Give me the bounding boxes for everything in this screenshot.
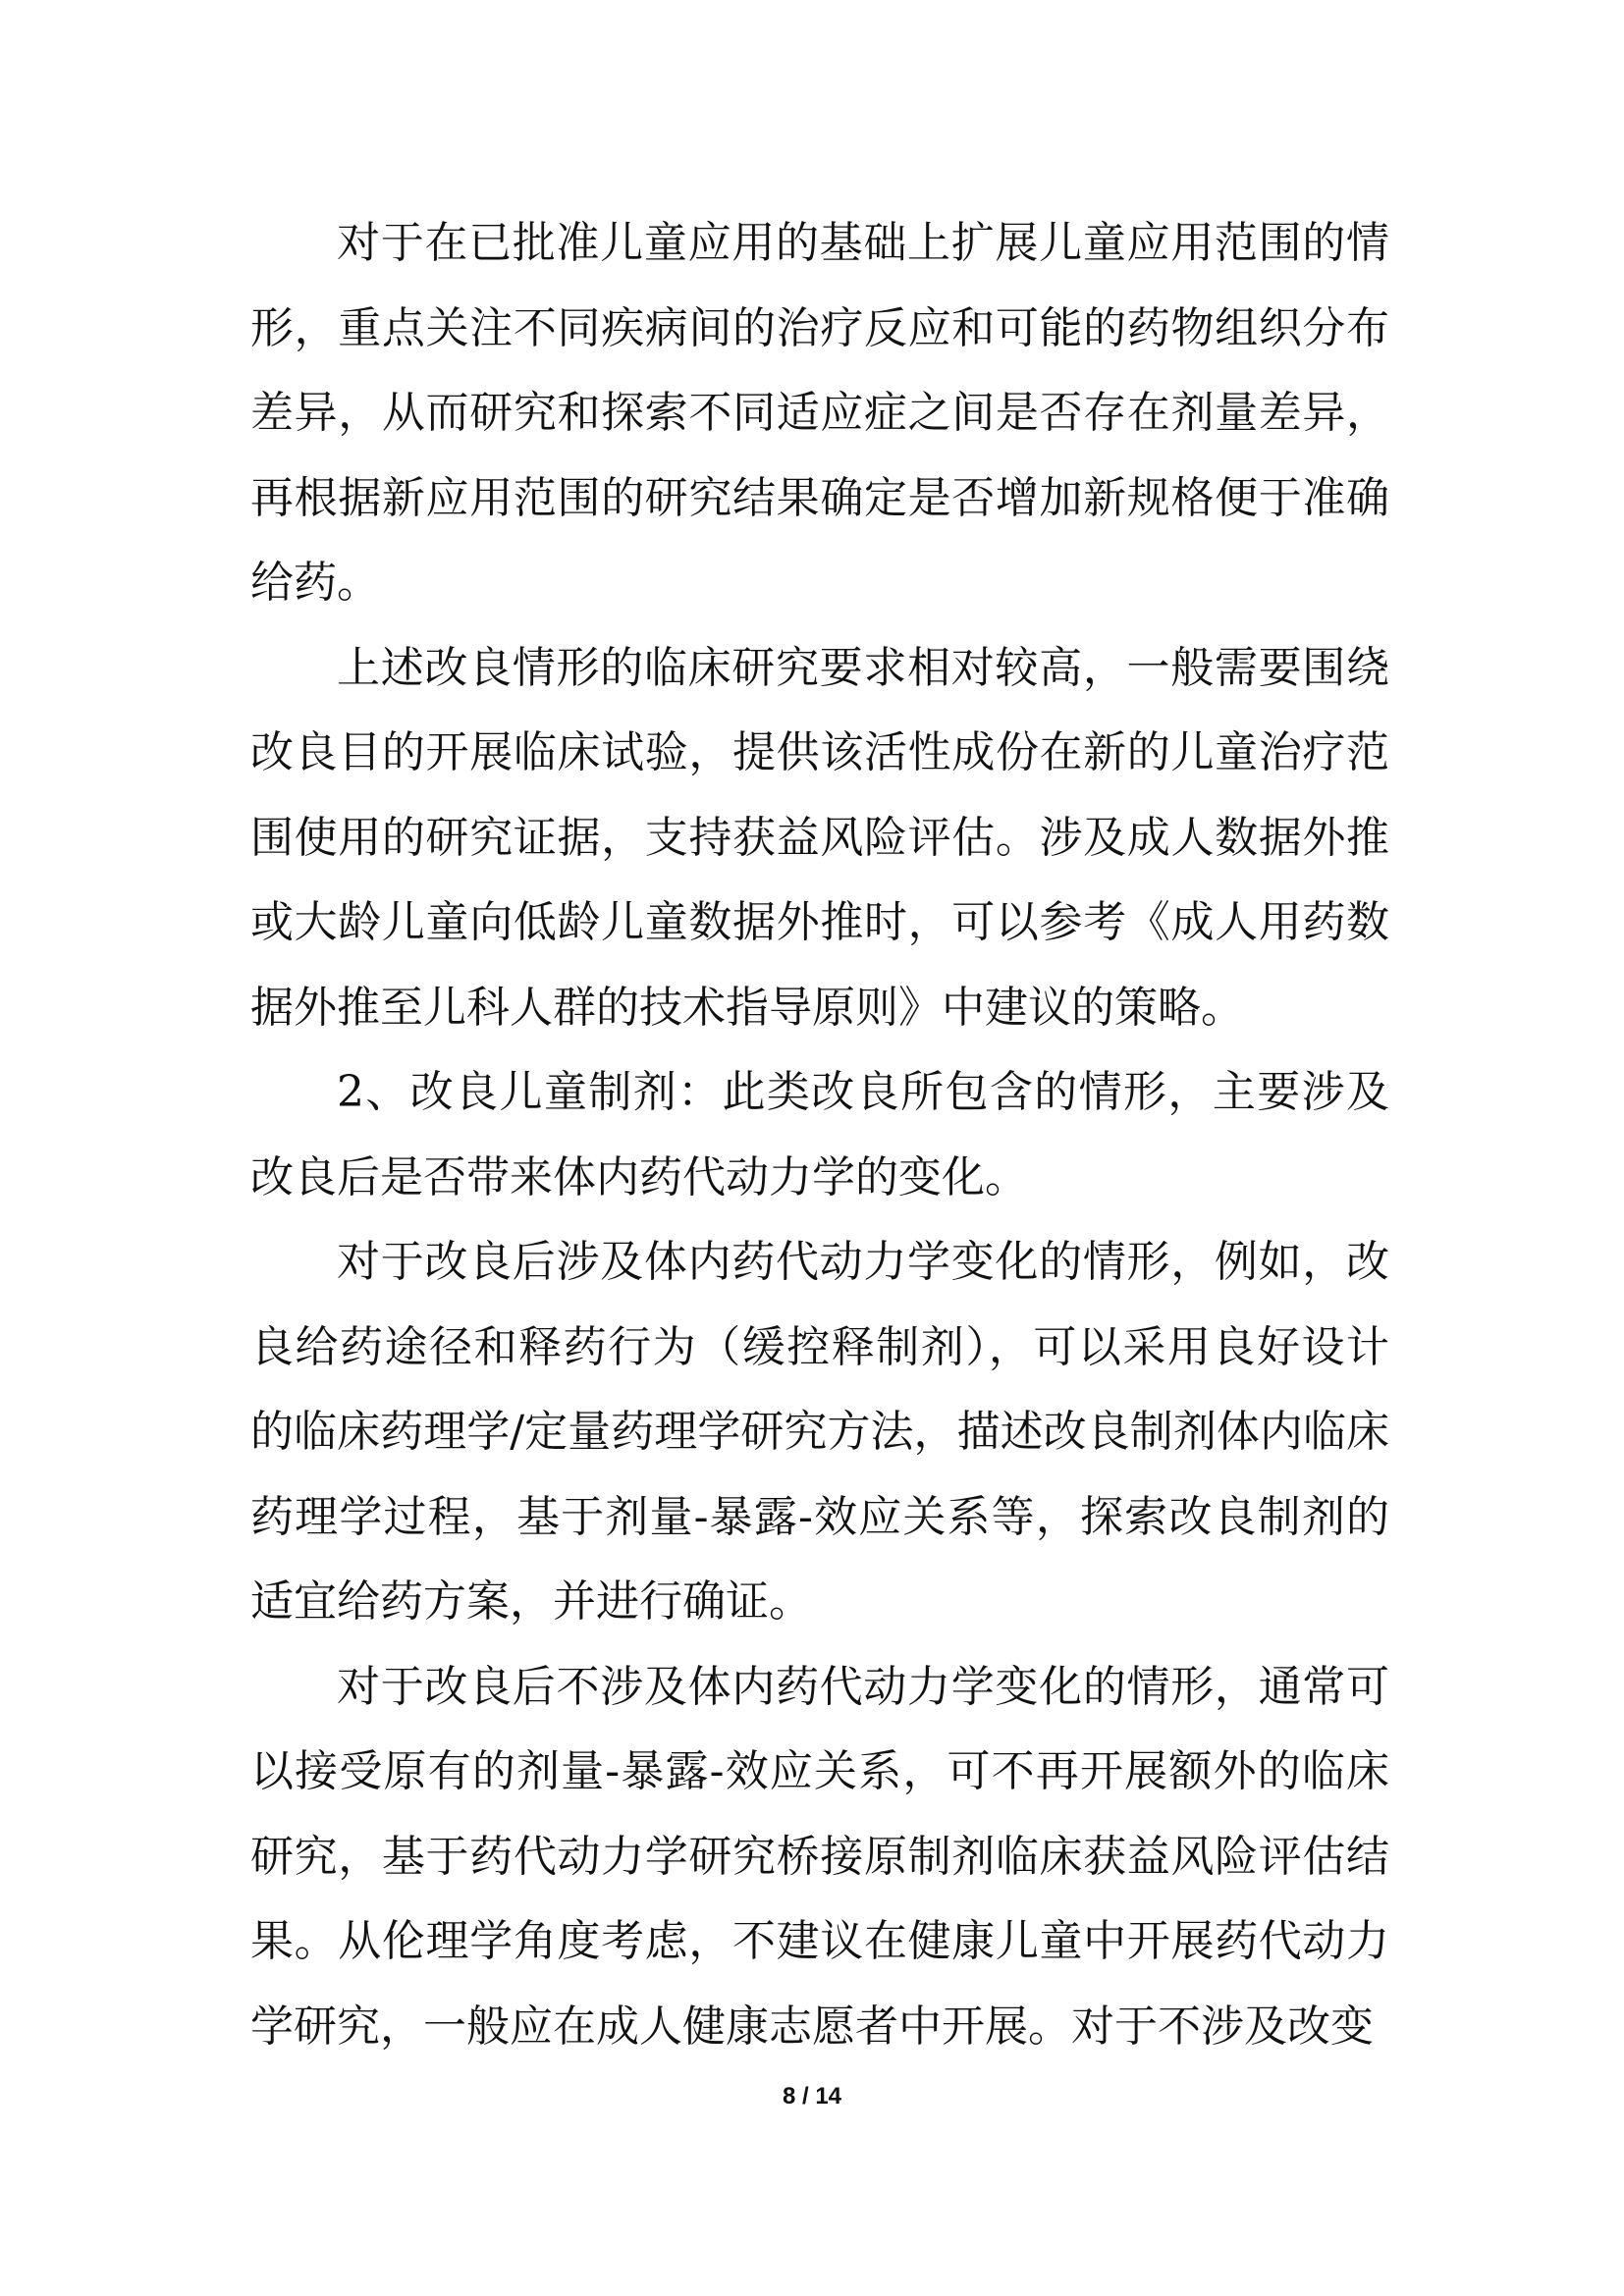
paragraph-improved-pediatric-formulation: 2、改良儿童制剂：此类改良所包含的情形，主要涉及改良后是否带来体内药代动力学的变化。 bbox=[250, 1067, 1389, 1202]
paragraph-pk-change-case: 对于改良后涉及体内药代动力学变化的情形，例如，改良给药途径和释药行为（缓控释制剂），可以采用良好设计的临床药理学/定量药理学研究方法，描述改良制剂体内临床药理学过程，基于剂量-暴露-效应关系等，探索改良制剂的适宜给药方案，并进行确证。 bbox=[250, 1237, 1389, 1627]
body-text bbox=[250, 201, 1389, 2069]
paragraph-clinical-research-requirements: 上述改良情形的临床研究要求相对较高，一般需要围绕改良目的开展临床试验，提供该活性成份在新的儿童治疗范围使用的研究证据，支持获益风险评估。涉及成人数据外推或大龄儿童向低龄儿童数据外推时，可以参考《成人用药数据外推至儿科人群的技术指导原则》中建议的策略。 bbox=[250, 642, 1389, 1033]
paragraph-no-pk-change-case: 对于改良后不涉及体内药代动力学变化的情形，通常可以接受原有的剂量-暴露-效应关系，可不再开展额外的临床研究，基于药代动力学研究桥接原制剂临床获益风险评估结果。从伦理学角度考虑，不建议在健康儿童中开展药代动力学研究，一般应在成人健康志愿者中开展。对于不涉及改变 bbox=[250, 1661, 1389, 2052]
paragraph-expanded-pediatric-scope: 对于在已批准儿童应用的基础上扩展儿童应用范围的情形，重点关注不同疾病间的治疗反应和可能的药物组织分布差异，从而研究和探索不同适应症之间是否存在剂量差异，再根据新应用范围的研究结果确定是否增加新规格便于准确给药。 bbox=[250, 218, 1389, 608]
page-number: 8 / 14 bbox=[782, 2083, 842, 2109]
